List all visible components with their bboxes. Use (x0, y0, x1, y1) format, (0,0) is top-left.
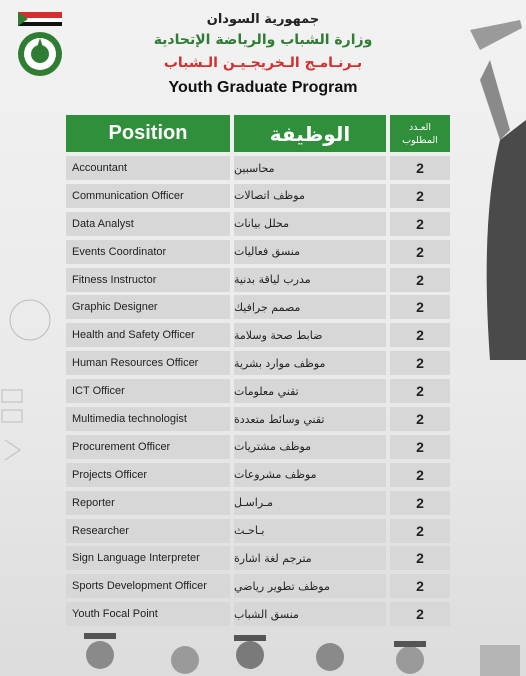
table-row (66, 268, 450, 292)
header-ministry-ar: وزارة الشباب والرياضة الإتحادية (153, 32, 373, 48)
count-cell: 2 (390, 212, 450, 236)
position-cell: Projects Officer (66, 463, 230, 487)
count-cell: 2 (390, 295, 450, 319)
table-row (66, 379, 450, 403)
position-ar-cell: تقني وسائط متعددة (234, 407, 386, 431)
position-ar-cell: موظف مشتريات (234, 435, 386, 459)
table-header (66, 115, 450, 152)
table-row (66, 546, 450, 570)
count-cell: 2 (390, 574, 450, 598)
count-cell: 2 (390, 602, 450, 626)
position-cell: Multimedia technologist (66, 407, 230, 431)
position-ar-cell: تقني معلومات (234, 379, 386, 403)
table-row (66, 491, 450, 515)
position-ar-cell: مترجم لغة اشارة (234, 546, 386, 570)
position-cell: Reporter (66, 491, 230, 515)
table-row (66, 295, 450, 319)
count-cell: 2 (390, 463, 450, 487)
count-cell: 2 (390, 351, 450, 375)
position-cell: Researcher (66, 519, 230, 543)
position-ar-cell: موظف موارد بشرية (234, 351, 386, 375)
column-header-count-line1: العـدد (408, 121, 432, 133)
count-cell: 2 (390, 379, 450, 403)
table-row (66, 240, 450, 264)
header-program-ar: بـرنـامـج الـخريجـيـن الـشباب (163, 55, 363, 71)
position-cell: Fitness Instructor (66, 268, 230, 292)
table-row (66, 602, 450, 626)
table-row (66, 519, 450, 543)
position-cell: Graphic Designer (66, 295, 230, 319)
graduate-silhouette-decoration (440, 20, 526, 360)
position-ar-cell: موظف مشروعات (234, 463, 386, 487)
header-country-ar: جمهورية السودان (206, 12, 320, 27)
table-row (66, 156, 450, 180)
table-row (66, 574, 450, 598)
position-ar-cell: محاسبين (234, 156, 386, 180)
count-cell: 2 (390, 491, 450, 515)
position-cell: Communication Officer (66, 184, 230, 208)
position-cell: ICT Officer (66, 379, 230, 403)
count-cell: 2 (390, 184, 450, 208)
sketch-chart-decoration (0, 290, 60, 490)
position-ar-cell: منسق فعاليات (234, 240, 386, 264)
column-header-count (390, 115, 450, 152)
count-cell: 2 (390, 323, 450, 347)
table-body (66, 156, 450, 626)
position-ar-cell: موظف تطوير رياضي (234, 574, 386, 598)
count-cell: 2 (390, 519, 450, 543)
position-ar-cell: منسق الشباب (234, 602, 386, 626)
position-cell: Youth Focal Point (66, 602, 230, 626)
count-cell: 2 (390, 407, 450, 431)
table-row (66, 212, 450, 236)
position-ar-cell: مـراسـل (234, 491, 386, 515)
positions-table (66, 115, 450, 630)
table-row (66, 323, 450, 347)
position-ar-cell: محلل بيانات (234, 212, 386, 236)
header-program-en: Youth Graduate Program (168, 79, 358, 96)
column-header-count-line2: المطلوب (402, 134, 438, 146)
position-cell: Events Coordinator (66, 240, 230, 264)
table-row (66, 407, 450, 431)
position-ar-cell: بـاحـث (234, 519, 386, 543)
position-ar-cell: ضابط صحة وسلامة (234, 323, 386, 347)
count-cell: 2 (390, 546, 450, 570)
table-row (66, 463, 450, 487)
count-cell: 2 (390, 268, 450, 292)
position-ar-cell: مصمم جرافيك (234, 295, 386, 319)
position-cell: Sports Development Officer (66, 574, 230, 598)
position-ar-cell: موظف اتصالات (234, 184, 386, 208)
count-cell: 2 (390, 435, 450, 459)
table-row (66, 184, 450, 208)
count-cell: 2 (390, 240, 450, 264)
position-cell: Accountant (66, 156, 230, 180)
count-cell: 2 (390, 156, 450, 180)
table-row (66, 435, 450, 459)
position-cell: Human Resources Officer (66, 351, 230, 375)
position-cell: Health and Safety Officer (66, 323, 230, 347)
position-ar-cell: مدرب لياقة بدنية (234, 268, 386, 292)
position-cell: Data Analyst (66, 212, 230, 236)
position-cell: Sign Language Interpreter (66, 546, 230, 570)
column-header-position-ar: الوظيفة (234, 115, 386, 152)
column-header-position: Position (66, 115, 230, 152)
position-cell: Procurement Officer (66, 435, 230, 459)
table-row (66, 351, 450, 375)
